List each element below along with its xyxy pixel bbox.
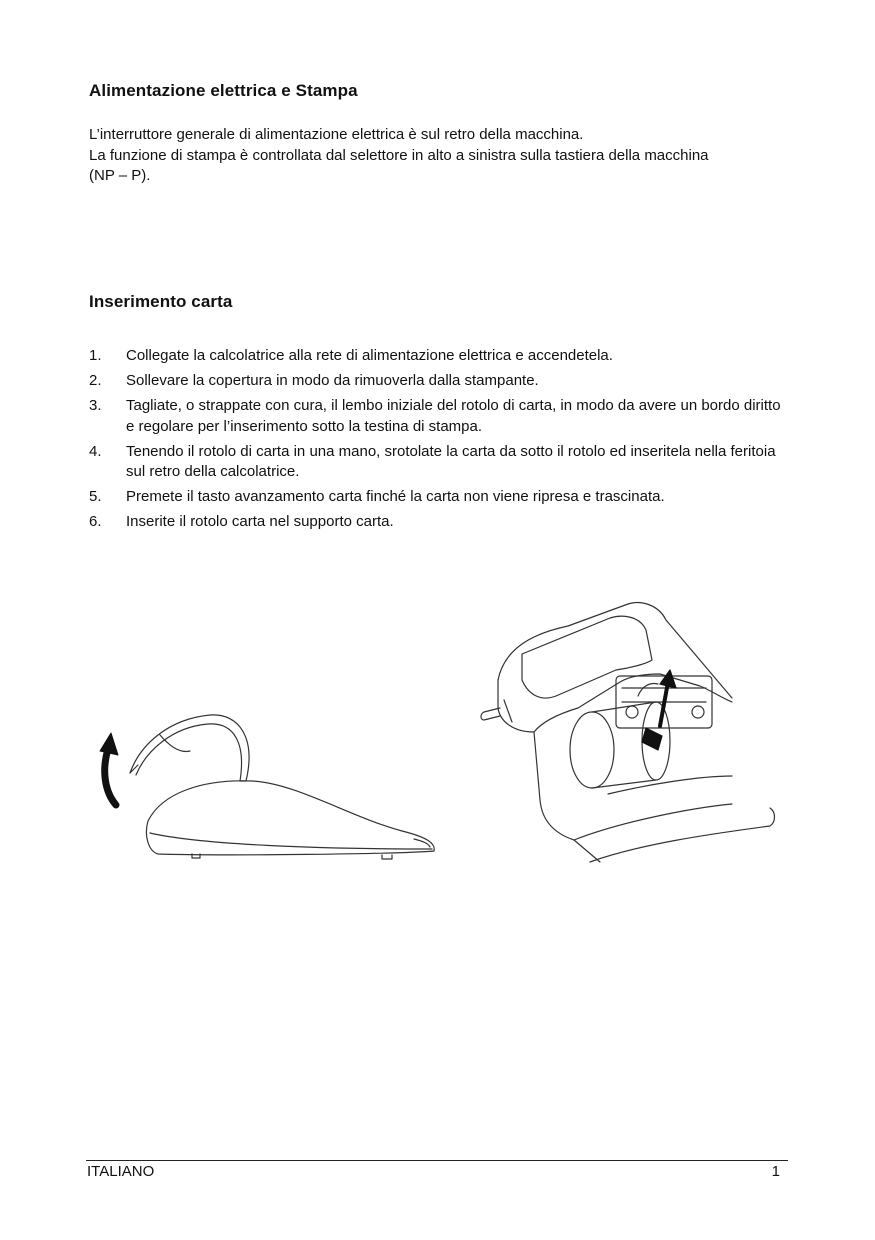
cover-removal-illustration [82, 705, 452, 870]
step-text: Collegate la calcolatrice alla rete di alimentazione elettrica e accendetela. [126, 347, 613, 364]
step-number: 5. [89, 488, 102, 505]
section-heading-paper: Inserimento carta [89, 292, 233, 311]
calculator-housing-shape [498, 603, 732, 732]
list-item [89, 346, 789, 367]
power-line: L’interruttore generale di alimentazione elettrica è sul retro della macchina. [89, 126, 584, 143]
list-item [89, 512, 789, 533]
step-text: Inserite il rotolo carta nel supporto carta. [126, 513, 394, 530]
footer-language: ITALIANO [87, 1163, 155, 1180]
list-item [89, 442, 789, 483]
step-number: 3. [89, 397, 102, 414]
lift-arrow-icon [100, 733, 118, 805]
step-number: 1. [89, 347, 102, 364]
power-paragraph [89, 125, 789, 187]
list-item [89, 487, 789, 508]
step-text: Tagliate, o strappate con cura, il lembo iniziale del rotolo di carta, in modo da avere un bordo diritto e regolare per l’inserimento sotto la testina di stampa. [126, 397, 781, 435]
step-text: Premete il tasto avanzamento carta finché la carta non viene ripresa e trascinata. [126, 488, 665, 505]
list-item [89, 396, 789, 437]
power-line: (NP – P). [89, 167, 151, 184]
step-number: 2. [89, 372, 102, 389]
list-item [89, 371, 789, 392]
paper-steps-list [89, 346, 789, 537]
footer-divider [86, 1160, 788, 1161]
paper-slot-shape [481, 700, 512, 722]
step-text: Sollevare la copertura in modo da rimuoverla dalla stampante. [126, 372, 539, 389]
printer-cover-shape [130, 715, 249, 781]
step-number: 4. [89, 442, 102, 460]
calculator-body-shape [146, 781, 434, 859]
page-number: 1 [771, 1163, 780, 1180]
section-heading-power: Alimentazione elettrica e Stampa [89, 81, 358, 100]
paper-insertion-illustration [470, 590, 780, 870]
power-line: La funzione di stampa è controllata dal selettore in alto a sinistra sulla tastiera della macchina [89, 146, 709, 164]
step-text: Tenendo il rotolo di carta in una mano, srotolate la carta da sotto il rotolo ed inseritela nella feritoia sul retro della calcolatrice. [126, 442, 776, 480]
step-number: 6. [89, 513, 102, 530]
